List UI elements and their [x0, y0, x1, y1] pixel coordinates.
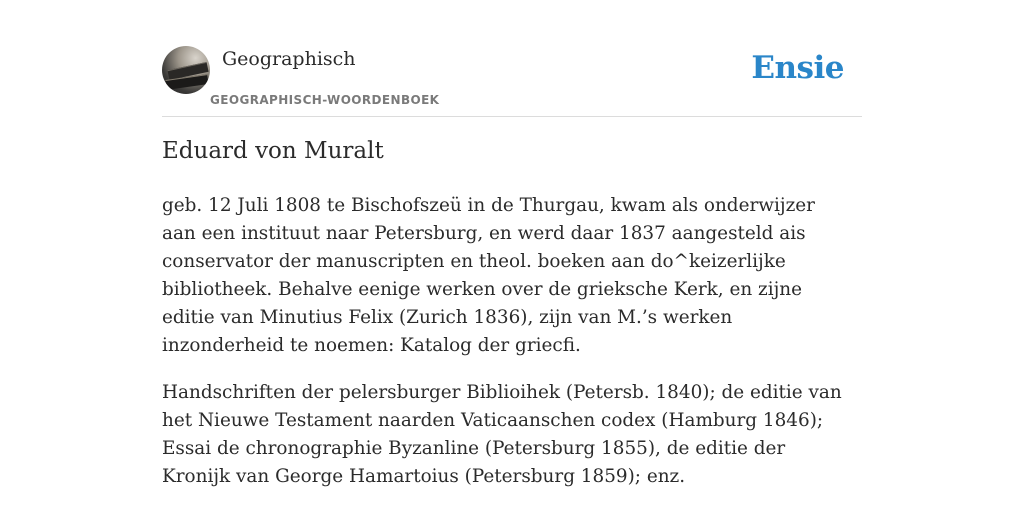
brand-logo[interactable]: Ensie	[751, 50, 844, 86]
site-avatar[interactable]	[162, 46, 210, 94]
article-title: Eduard von Muralt	[162, 138, 384, 164]
article-paragraph: Handschriften der pelersburger Biblioihek (Petersb. 1840); de editie van het Nieuwe Testament naarden Vaticaanschen codex (Hamburg 1846); Essai de chronographie Byzanline (Petersburg 1855), de editie der Kronijk van George Hamartoius (Petersburg 1859); enz.	[162, 382, 842, 487]
site-category[interactable]: GEOGRAPHISCH-WOORDENBOEK	[210, 93, 440, 107]
site-name[interactable]: Geographisch	[222, 48, 356, 70]
article-paragraph: geb. 12 Juli 1808 te Bischofszeü in de Thurgau, kwam als onderwijzer aan een instituut naar Petersburg, en werd daar 1837 aangesteld ais conservator der manuscripten en theol. boeken aan do^keizerlijke bibliotheek. Behalve eenige werken over de grieksche Kerk, en zijne editie van Minutius Felix (Zurich 1836), zijn van M.’s werken inzonderheid te noemen: Katalog der griecfi.	[162, 195, 815, 356]
site-header	[162, 46, 862, 117]
article-body	[162, 192, 852, 510]
